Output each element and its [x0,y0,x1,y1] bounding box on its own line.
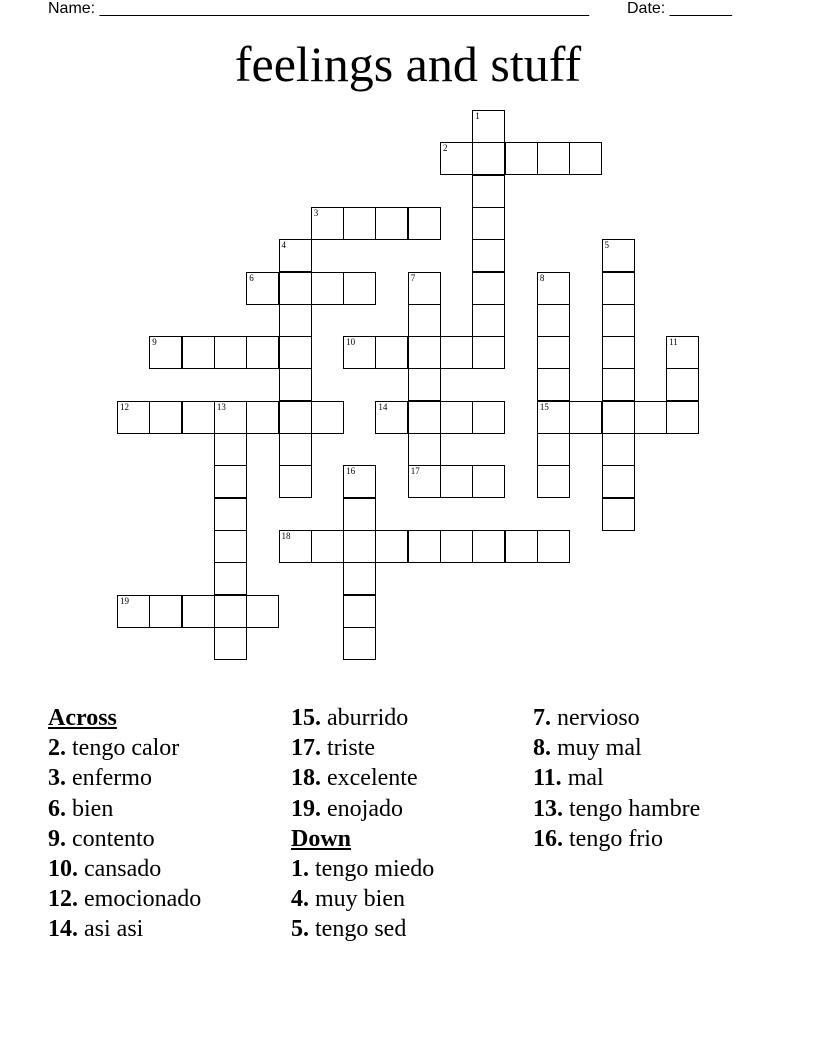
crossword-cell[interactable] [666,401,699,434]
crossword-cell[interactable] [149,336,182,369]
crossword-cell[interactable] [472,272,505,305]
cell-number: 17 [410,466,420,477]
crossword-cell[interactable] [311,401,344,434]
crossword-cell[interactable] [602,239,635,272]
crossword-cell[interactable] [408,433,441,466]
crossword-cell[interactable] [408,530,441,563]
crossword-cell[interactable] [246,595,279,628]
clue-across-14: 14. asi asi [48,916,144,943]
clue-across-15: 15. aburrido [291,705,409,731]
crossword-cell[interactable] [311,272,344,305]
crossword-cell[interactable] [634,401,667,434]
crossword-cell[interactable] [117,595,150,628]
crossword-cell[interactable] [214,433,247,466]
cell-number: 9 [152,337,157,348]
crossword-cell[interactable] [472,110,505,143]
crossword-cell[interactable] [214,562,247,595]
crossword-cell[interactable] [246,401,279,434]
clue-down-7: 7. nervioso [533,705,640,731]
clue-across-18: 18. excelente [291,765,418,792]
cell-number: 13 [216,401,226,412]
cell-number: 4 [281,240,286,251]
crossword-cell[interactable] [182,336,215,369]
cell-number: 18 [281,530,291,541]
crossword-cell[interactable] [666,368,699,401]
clue-across-6: 6. bien [48,795,114,822]
clue-down-8: 8. muy mal [533,735,642,762]
clue-across-10: 10. cansado [48,856,162,883]
cell-number: 7 [410,272,416,283]
crossword-cell[interactable] [440,530,473,563]
crossword-cell[interactable] [214,465,247,498]
crossword-cell[interactable] [408,336,441,369]
cell-number: 5 [604,240,609,251]
crossword-cell[interactable] [408,304,441,337]
clue-across-3: 3. enfermo [48,765,152,792]
crossword-cell[interactable] [505,530,538,563]
crossword-cell[interactable] [569,142,602,175]
crossword-cell[interactable] [408,272,441,305]
crossword-cell[interactable] [602,465,635,498]
crossword-cell[interactable] [214,627,247,660]
clue-across-9: 9. contento [48,825,155,852]
clue-down-5: 5. tengo sed [291,916,407,943]
cell-number: 19 [120,595,129,606]
crossword-cell[interactable] [602,433,635,466]
crossword-cell[interactable] [472,142,505,175]
crossword-cell[interactable] [408,401,441,434]
crossword-cell[interactable] [602,498,635,531]
across-heading: Across [48,705,117,731]
clue-down-1: 1. tengo miedo [291,856,435,883]
clue-across-12: 12. emocionado [48,886,202,913]
crossword-cell[interactable] [472,336,505,369]
crossword-cell[interactable] [537,336,570,369]
crossword-cell[interactable] [214,595,247,628]
crossword-cell[interactable] [343,530,376,563]
crossword-cell[interactable] [472,304,505,337]
crossword-cell[interactable] [182,595,215,628]
name-field-label: Name: _______________________________________________________ [48,0,589,17]
crossword-cell[interactable] [279,272,312,305]
clue-across-17: 17. triste [291,735,375,762]
cell-number: 11 [669,337,678,348]
crossword-cell[interactable] [149,401,182,434]
clues-column-1 [48,703,288,945]
crossword-cell[interactable] [408,368,441,401]
crossword-cell[interactable] [537,433,570,466]
crossword-cell[interactable] [214,401,247,434]
crossword-cell[interactable] [246,272,279,305]
crossword-cell[interactable] [569,401,602,434]
clue-down-13: 13. tengo hambre [533,795,701,822]
crossword-cell[interactable] [472,207,505,240]
clues-column-2 [291,703,531,945]
clue-down-11: 11. mal [533,765,604,792]
cell-number: 15 [539,401,549,412]
crossword-cell[interactable] [149,595,182,628]
crossword-cell[interactable] [602,336,635,369]
crossword-cell[interactable] [117,401,150,434]
crossword-cell[interactable] [472,239,505,272]
crossword-cell[interactable] [214,336,247,369]
crossword-cell[interactable] [440,142,473,175]
crossword-cell[interactable] [375,530,408,563]
crossword-cell[interactable] [505,142,538,175]
cell-number: 14 [378,401,388,412]
crossword-cell[interactable] [537,401,570,434]
cell-number: 10 [346,337,356,348]
cell-number: 3 [313,207,319,218]
down-heading: Down [291,825,352,852]
crossword-cell[interactable] [602,401,635,434]
crossword-cell[interactable] [279,368,312,401]
crossword-cell[interactable] [182,401,215,434]
crossword-cell[interactable] [666,336,699,369]
cell-number: 1 [475,111,480,121]
crossword-cell[interactable] [279,465,312,498]
crossword-cell[interactable] [343,627,376,660]
crossword-cell[interactable] [472,401,505,434]
crossword-cell[interactable] [311,530,344,563]
crossword-cell[interactable] [537,304,570,337]
crossword-cell[interactable] [602,272,635,305]
crossword-cell[interactable] [343,595,376,628]
crossword-cell[interactable] [343,562,376,595]
crossword-cell[interactable] [602,304,635,337]
crossword-cell[interactable] [343,207,376,240]
crossword-cell[interactable] [279,304,312,337]
crossword-cell[interactable] [279,239,312,272]
crossword-cell[interactable] [472,530,505,563]
clues-column-3 [533,703,793,854]
crossword-cell[interactable] [472,175,505,208]
crossword-cell[interactable] [537,368,570,401]
cell-number: 6 [249,272,254,283]
date-field-label: Date: _______ [627,0,732,17]
crossword-cell[interactable] [537,272,570,305]
crossword-cell[interactable] [440,465,473,498]
crossword-cell[interactable] [279,433,312,466]
crossword-cell[interactable] [602,368,635,401]
crossword-cell[interactable] [246,336,279,369]
clue-down-4: 4. muy bien [291,886,405,913]
crossword-cell[interactable] [343,336,376,369]
crossword-cell[interactable] [279,530,312,563]
crossword-cell[interactable] [472,465,505,498]
page-title: feelings and stuff [234,36,582,92]
cell-number: 8 [539,272,545,283]
cell-number: 2 [443,143,448,154]
crossword-cell[interactable] [375,336,408,369]
crossword-cell[interactable] [343,498,376,531]
crossword-cell[interactable] [311,207,344,240]
crossword-cell[interactable] [537,465,570,498]
crossword-cell[interactable] [408,465,441,498]
crossword-cell[interactable] [214,498,247,531]
cell-number: 12 [120,401,129,412]
crossword-cell[interactable] [375,401,408,434]
crossword-cell[interactable] [343,272,376,305]
crossword-cell[interactable] [279,401,312,434]
cell-number: 16 [346,466,356,477]
crossword-cell[interactable] [408,207,441,240]
crossword-cell[interactable] [537,142,570,175]
crossword-cell[interactable] [375,207,408,240]
crossword-cell[interactable] [537,530,570,563]
crossword-cell[interactable] [440,336,473,369]
clue-across-2: 2. tengo calor [48,735,180,762]
crossword-cell[interactable] [440,401,473,434]
crossword-cell[interactable] [343,465,376,498]
crossword-cell[interactable] [279,336,312,369]
clue-across-19: 19. enojado [291,795,403,822]
crossword-cell[interactable] [214,530,247,563]
clue-down-16: 16. tengo frio [533,825,663,852]
